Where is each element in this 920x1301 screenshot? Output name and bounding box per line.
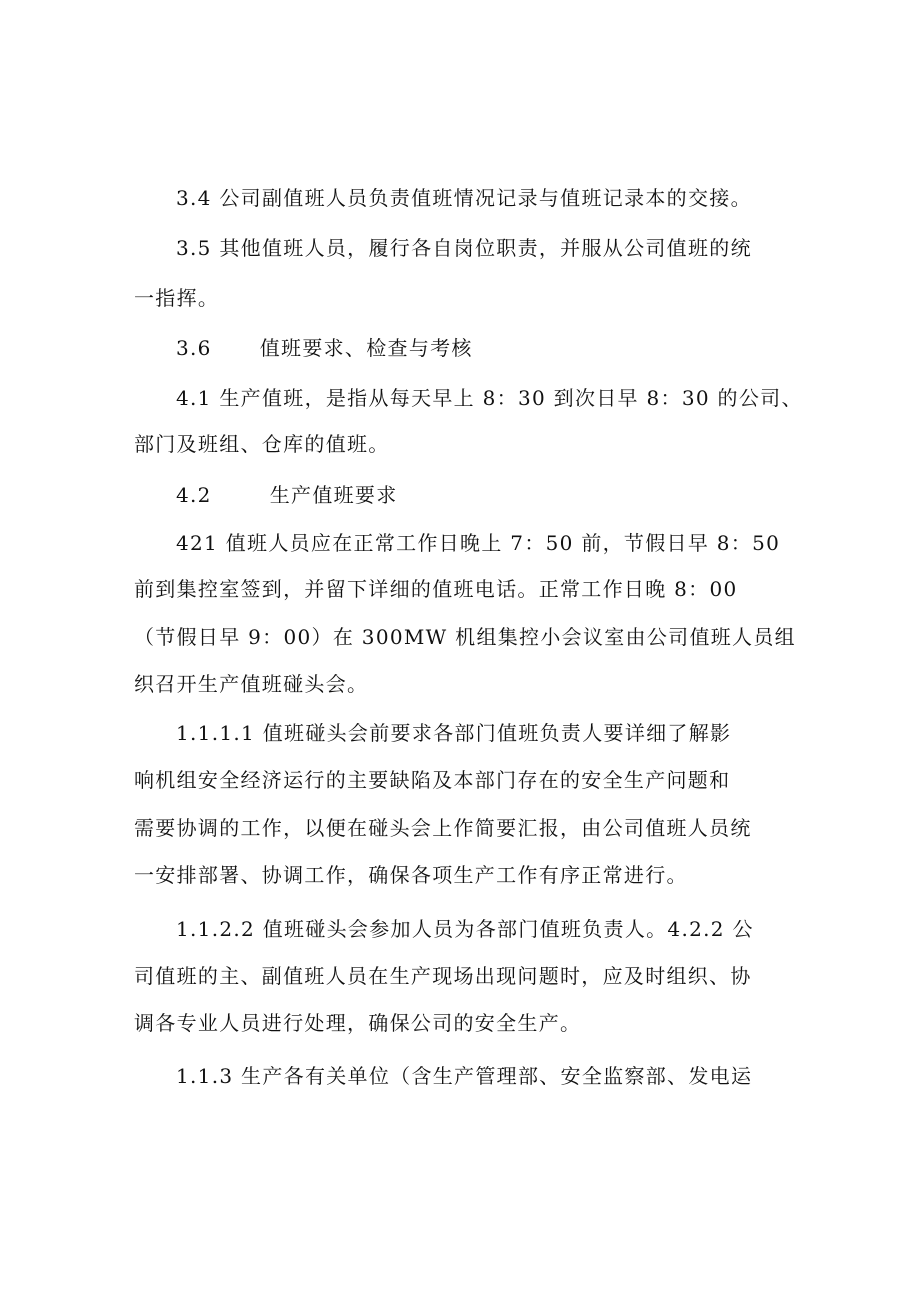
- text-line: 前到集控室签到，并留下详细的值班电话。正常工作日晚 8：00: [134, 577, 738, 601]
- text-line: 4.1 生产值班，是指从每天早上 8：30 到次日早 8：30 的公司、: [176, 386, 803, 410]
- text-line: 一指挥。: [134, 286, 220, 310]
- text-line: 响机组安全经济运行的主要缺陷及本部门存在的安全生产问题和: [134, 768, 731, 792]
- section-title: 生产值班要求: [269, 483, 398, 507]
- section-title: 值班要求、检查与考核: [259, 336, 473, 360]
- section-heading: [176, 481, 866, 509]
- text-line: 一安排部署、协调工作，确保各项生产工作有序正常进行。: [134, 863, 688, 887]
- section-number: 3.6: [176, 336, 212, 360]
- text-line: 司值班的主、副值班人员在生产现场出现问题时，应及时组织、协: [134, 964, 752, 988]
- text-line: 部门及班组、仓库的值班。: [134, 432, 390, 456]
- text-line: （节假日早 9：00）在 300MW 机组集控小会议室由公司值班人员组: [134, 625, 796, 649]
- text-line: 421 值班人员应在正常工作日晚上 7：50 前，节假日早 8：50: [176, 531, 781, 555]
- text-line: 1.1.1.1 值班碰头会前要求各部门值班负责人要详细了解影: [176, 721, 732, 745]
- text-line: 织召开生产值班碰头会。: [134, 672, 369, 696]
- text-line: 3.5 其他值班人员，履行各自岗位职责，并服从公司值班的统: [176, 236, 752, 260]
- text-line: 3.4 公司副值班人员负责值班情况记录与值班记录本的交接。: [176, 186, 752, 210]
- text-line: 需要协调的工作，以便在碰头会上作简要汇报，由公司值班人员统: [134, 816, 752, 840]
- section-heading: [176, 334, 866, 362]
- section-number: 4.2: [176, 483, 212, 507]
- text-line: 调各专业人员进行处理，确保公司的安全生产。: [134, 1011, 582, 1035]
- text-line: 1.1.3 生产各有关单位（含生产管理部、安全监察部、发电运: [176, 1064, 753, 1088]
- text-line: 1.1.2.2 值班碰头会参加人员为各部门值班负责人。4.2.2 公: [176, 917, 754, 941]
